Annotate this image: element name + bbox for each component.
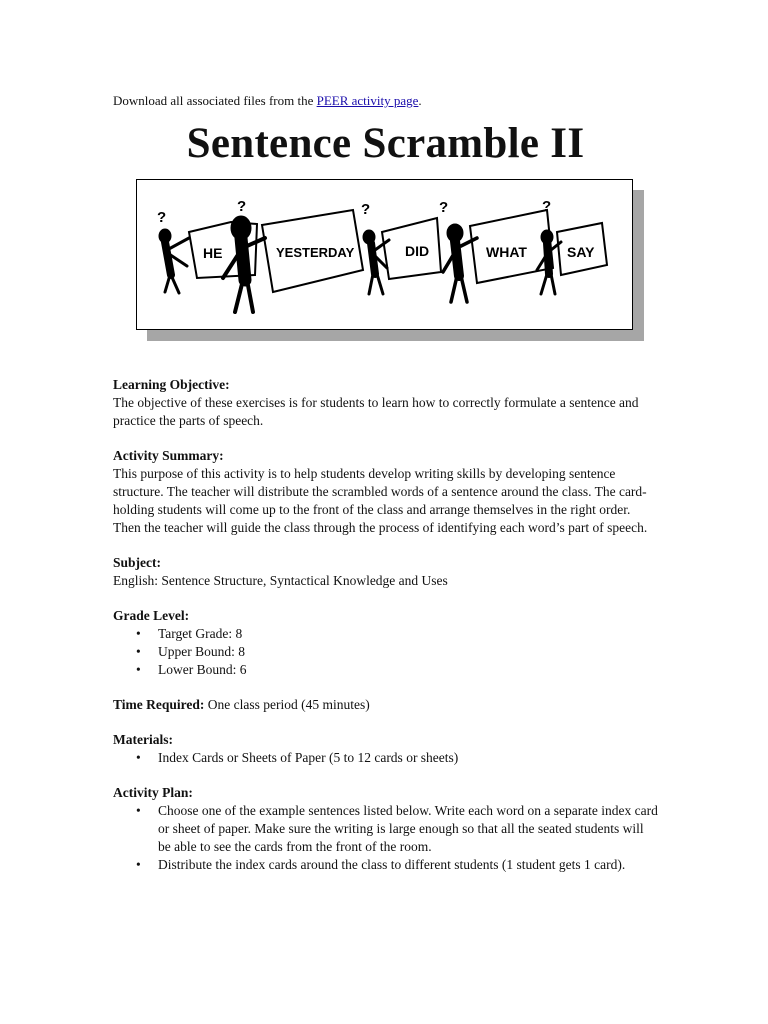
list-item: • Upper Bound: 8 [158, 643, 658, 661]
materials-section [113, 731, 658, 767]
grade-level-section [113, 607, 658, 679]
materials-list [113, 749, 658, 767]
page-title: Sentence Scramble II [186, 120, 585, 167]
list-item: • Distribute the index cards around the class to different students (1 student gets 1 card). [158, 856, 658, 874]
section-heading: Time Required: [113, 697, 205, 712]
list-item: • Lower Bound: 6 [158, 661, 658, 679]
list-item: • Choose one of the example sentences listed below. Write each word on a separate index card or sheet of paper. Make sure the writing is large enough so that all the seated students will be able to see the cards from the front of the room. [158, 802, 658, 856]
list-item: • Target Grade: 8 [158, 625, 658, 643]
question-mark: ? [542, 198, 552, 215]
section-text: This purpose of this activity is to help students develop writing skills by developing sentence structure. The teacher will distribute the scrambled words of a sentence around the class. The card-holding students will come up to the front of the class and arrange themselves in the right order. Then the teacher will guide the class through the process of identifying each word’s part of speech. [113, 466, 648, 535]
subject-section [113, 554, 658, 590]
learning-objective-section [113, 376, 658, 430]
question-mark: ? [439, 199, 449, 216]
section-text: One class period (45 minutes) [204, 697, 370, 712]
card-word: SAY [567, 244, 595, 260]
lesson-sections [113, 376, 658, 891]
person-figure [159, 229, 189, 293]
time-required-section [113, 696, 658, 714]
section-heading: Materials: [113, 732, 173, 747]
section-text: The objective of these exercises is for students to learn how to correctly formulate a sentence and practice the parts of speech. [113, 395, 639, 428]
card-word: DID [405, 243, 430, 259]
download-line [113, 92, 658, 109]
grade-level-list [113, 625, 658, 679]
question-mark: ? [157, 209, 167, 226]
section-heading: Subject: [113, 555, 161, 570]
scramble-illustration [136, 179, 633, 330]
peer-activity-link[interactable]: PEER activity page [316, 93, 419, 108]
section-heading: Learning Objective: [113, 377, 230, 392]
activity-plan-section [113, 784, 658, 874]
card-word: HE [203, 245, 223, 261]
download-prefix: Download all associated files from the [113, 93, 317, 108]
question-mark: ? [237, 198, 247, 215]
list-item: • Index Cards or Sheets of Paper (5 to 12 cards or sheets) [158, 749, 658, 767]
document-header [113, 92, 658, 169]
section-heading: Activity Summary: [113, 448, 224, 463]
activity-plan-list [113, 802, 658, 874]
question-mark: ? [361, 201, 371, 218]
card-word: WHAT [486, 244, 527, 260]
download-suffix: . [418, 93, 422, 108]
illustration-svg [137, 180, 632, 329]
section-heading: Grade Level: [113, 608, 190, 623]
illustration-frame [136, 179, 633, 330]
section-heading: Activity Plan: [113, 785, 193, 800]
section-text: English: Sentence Structure, Syntactical Knowledge and Uses [113, 573, 448, 588]
activity-summary-section [113, 447, 658, 537]
card-word: YESTERDAY [276, 245, 355, 260]
